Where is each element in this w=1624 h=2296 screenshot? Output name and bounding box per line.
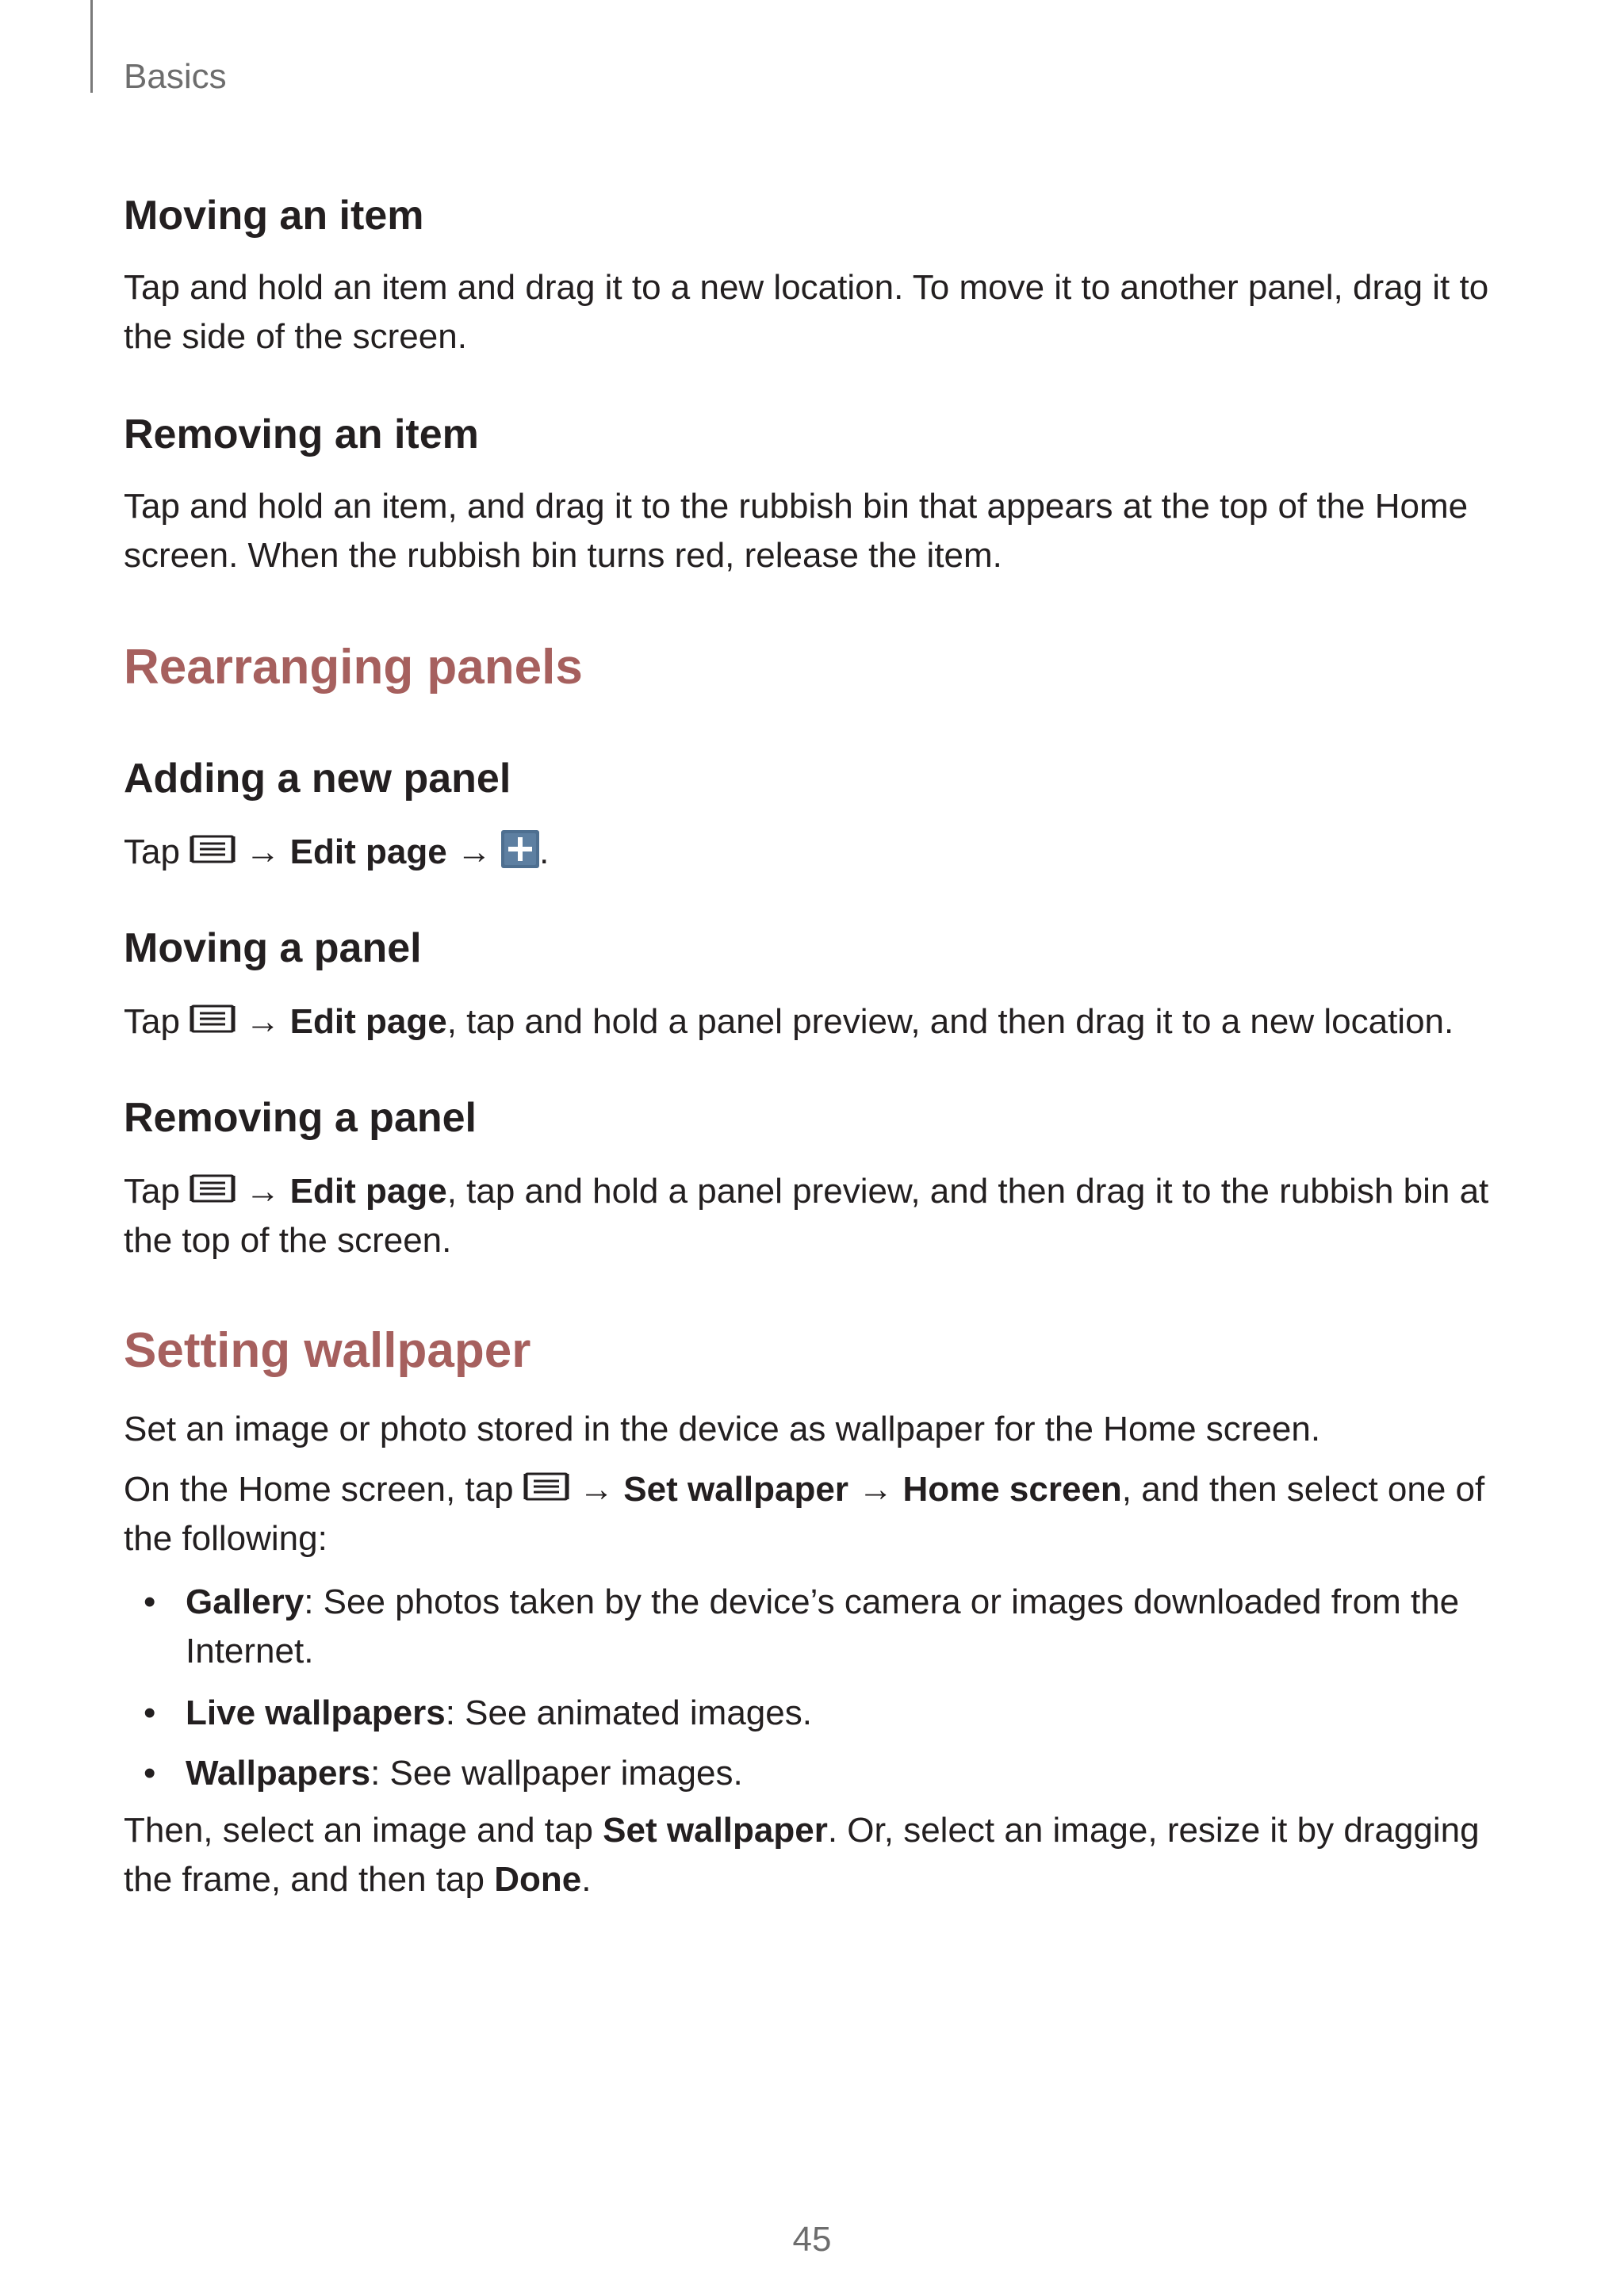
bullet-icon: •	[144, 1582, 156, 1621]
text-tap: Tap	[124, 832, 180, 871]
arrow: →	[245, 832, 281, 871]
period: .	[581, 1860, 592, 1899]
running-header: Basics	[124, 57, 227, 96]
done-label: Done	[494, 1860, 582, 1899]
period: .	[539, 832, 550, 871]
list-item-text	[186, 1749, 1503, 1798]
arrow: →	[245, 1172, 281, 1211]
text-instr-start: On the Home screen, tap	[124, 1470, 514, 1509]
page-number: 45	[792, 2220, 832, 2259]
text-rest: , tap and hold a panel preview, and then drag it to the rubbish bin at the top of the screen.	[124, 1172, 1489, 1260]
text-rest: , tap and hold a panel preview, and then drag it to a new location.	[446, 1002, 1454, 1041]
list-item-term: Gallery	[186, 1582, 304, 1621]
plus-icon	[501, 830, 539, 868]
menu-key-icon	[523, 1471, 569, 1502]
list-item-desc: : See animated images.	[445, 1693, 812, 1732]
paragraph-moving-an-item: Tap and hold an item and drag it to a new location. To move it to another panel, drag it to the side of the screen.	[124, 268, 1489, 356]
arrow: →	[456, 832, 492, 871]
list-item-desc: : See wallpaper images.	[370, 1754, 743, 1793]
text-tap: Tap	[124, 1172, 180, 1211]
edit-page-label: Edit page	[289, 1002, 447, 1041]
bullet-icon: •	[144, 1693, 156, 1732]
heading-moving-a-panel: Moving a panel	[124, 925, 422, 971]
list-item-term: Live wallpapers	[186, 1693, 446, 1732]
paragraph-moving-a-panel	[124, 997, 1503, 1047]
menu-key-icon	[190, 833, 236, 865]
set-wallpaper-label: Set wallpaper	[623, 1470, 848, 1509]
paragraph-wallpaper-then	[124, 1806, 1503, 1904]
paragraph-wallpaper-intro: Set an image or photo stored in the device as wallpaper for the Home screen.	[124, 1410, 1321, 1448]
header-rule	[90, 0, 93, 93]
list-item-term: Wallpapers	[186, 1754, 371, 1793]
menu-key-icon	[190, 1173, 236, 1204]
edit-page-label: Edit page	[289, 1172, 447, 1211]
heading-moving-an-item: Moving an item	[124, 193, 424, 239]
heading-removing-a-panel: Removing a panel	[124, 1095, 477, 1141]
list-item-text	[186, 1689, 1503, 1738]
text-then-start: Then, select an image and tap	[124, 1811, 593, 1850]
arrow: →	[245, 1002, 281, 1041]
home-screen-label: Home screen	[902, 1470, 1122, 1509]
heading-adding-a-new-panel: Adding a new panel	[124, 756, 511, 802]
paragraph-removing-an-item: Tap and hold an item, and drag it to the rubbish bin that appears at the top of the Home screen. When the rubbish bin turns red, release the item.	[124, 487, 1469, 575]
heading-rearranging-panels: Rearranging panels	[124, 640, 583, 695]
heading-setting-wallpaper: Setting wallpaper	[124, 1323, 531, 1378]
arrow: →	[579, 1470, 615, 1509]
arrow: →	[858, 1470, 894, 1509]
list-item-text	[186, 1578, 1503, 1676]
paragraph-wallpaper-instructions	[124, 1465, 1503, 1563]
text-instr-end: , and then select one of the following:	[124, 1470, 1485, 1558]
edit-page-label: Edit page	[289, 832, 447, 871]
text-tap: Tap	[124, 1002, 180, 1041]
menu-key-icon	[190, 1003, 236, 1035]
set-wallpaper-label: Set wallpaper	[603, 1811, 828, 1850]
list-item-desc: : See photos taken by the device’s camera or images downloaded from the Internet.	[186, 1582, 1460, 1670]
text-then-mid: . Or, select an image, resize it by dragging the frame, and then tap	[124, 1811, 1480, 1899]
bullet-icon: •	[144, 1754, 156, 1793]
paragraph-adding-a-new-panel	[124, 828, 1503, 877]
paragraph-removing-a-panel	[124, 1167, 1503, 1265]
heading-removing-an-item: Removing an item	[124, 411, 479, 457]
